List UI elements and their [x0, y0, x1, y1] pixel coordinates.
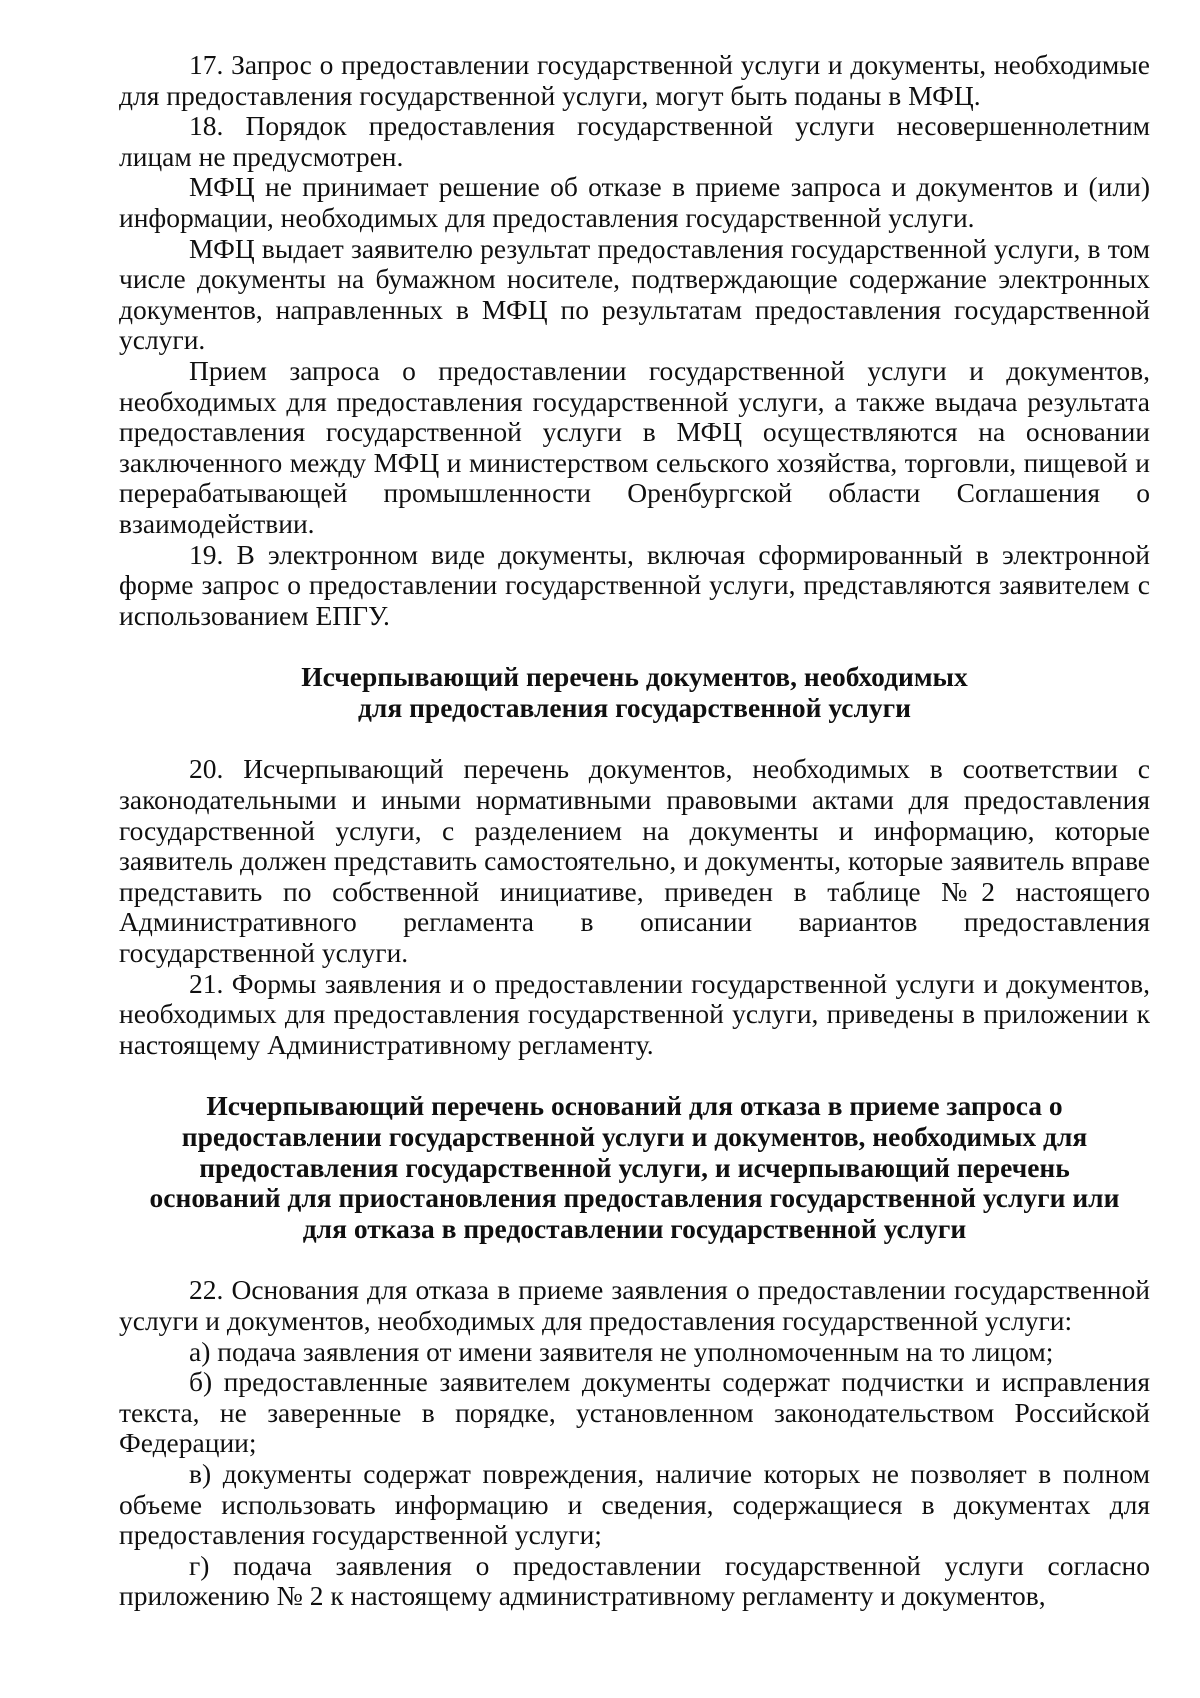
spacer — [119, 1060, 1150, 1091]
paragraph-20: 20. Исчерпывающий перечень документов, необходимых в соответствии с законодательными и иными нормативными правовыми актами для предоставления государственной услуги, с разделением на документы и информацию, которые заявитель должен представить самостоятельно, и документы, которые заявитель вправе представить по собственной инициативе, приведен в таблице №2 настоящего Административного регламента в описании вариантов предоставления государственной услуги. — [119, 753, 1150, 969]
paragraph-18: 18. Порядок предоставления государственной услуги несовершеннолетним лицам не предусмотрен. — [119, 110, 1150, 172]
document-body — [119, 50, 1150, 1612]
paragraph-mfc-no-refusal: МФЦ не принимает решение об отказе в приеме запроса и документов и (или) информации, необходимых для предоставления государственной услуги. — [119, 171, 1150, 233]
spacer — [119, 723, 1150, 754]
heading-line: Исчерпывающий перечень документов, необходимых — [301, 661, 968, 693]
paragraph-mfc-agreement: Прием запроса о предоставлении государственной услуги и документов, необходимых для предоставления государственной услуги, а также выдача результата предоставления государственной услуги в МФЦ осуществляются на основании заключенного между МФЦ и министерством сельского хозяйства, торговли, пищевой и перерабатывающей промышленности Оренбургской области Соглашения о взаимодействии. — [119, 354, 1150, 539]
paragraph-21: 21. Формы заявления и о предоставлении государственной услуги и документов, необходимых для предоставления государственной услуги, приведены в приложении к настоящему Административному регламенту. — [119, 967, 1150, 1060]
heading-line: оснований для приостановления предоставления государственной услуги или — [149, 1182, 1120, 1214]
heading-line: для отказа в предоставлении государственной услуги — [302, 1212, 967, 1244]
section-heading-refusal-grounds — [119, 1091, 1150, 1244]
list-item-b: б) предоставленные заявителем документы содержат подчистки и исправления текста, не заверенные в порядке, установленном законодательством Российской Федерации; — [119, 1366, 1150, 1459]
paragraph-mfc-issues-result: МФЦ выдает заявителю результат предоставления государственной услуги, в том числе документы на бумажном носителе, подтверждающие содержание электронных документов, направленных в МФЦ по результатам предоставления государственной услуги. — [119, 232, 1150, 356]
spacer — [119, 631, 1150, 662]
list-item-a: а) подача заявления от имени заявителя не уполномоченным на то лицом; — [189, 1335, 1054, 1367]
heading-line: предоставлении государственной услуги и документов, необходимых для — [181, 1121, 1088, 1152]
list-item-g: г) подача заявления о предоставлении государственной услуги согласно приложению № 2 к настоящему административному регламенту и документов, — [119, 1549, 1150, 1612]
spacer — [119, 1244, 1150, 1275]
paragraph-17: 17. Запрос о предоставлении государственной услуги и документы, необходимые для предоставления государственной услуги, могут быть поданы в МФЦ. — [119, 49, 1150, 111]
paragraph-22: 22. Основания для отказа в приеме заявления о предоставлении государственной услуги и документов, необходимых для предоставления государственной услуги: — [119, 1274, 1150, 1336]
heading-line: предоставления государственной услуги, и исчерпывающий перечень — [199, 1151, 1070, 1183]
section-heading-documents-list — [119, 662, 1150, 723]
list-item-v: в) документы содержат повреждения, наличие которых не позволяет в полном объеме использовать информацию и сведения, содержащиеся в документах для предоставления государственной услуги; — [119, 1457, 1150, 1551]
paragraph-19: 19. В электронном виде документы, включая сформированный в электронной форме запрос о предоставлении государственной услуги, представляются заявителем с использованием ЕПГУ. — [119, 538, 1150, 631]
heading-line: для предоставления государственной услуги — [357, 691, 912, 723]
heading-line: Исчерпывающий перечень оснований для отказа в приеме запроса о — [206, 1090, 1063, 1122]
